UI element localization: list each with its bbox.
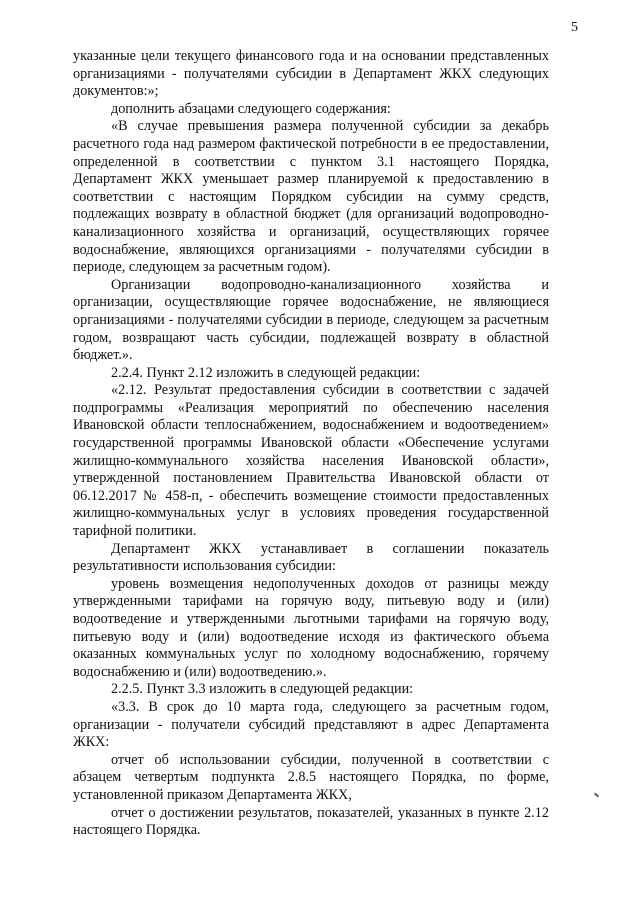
paragraph-item-2-2-5: 2.2.5. Пункт 3.3 изложить в следующей редакции: bbox=[111, 681, 414, 698]
paragraph-performance-indicator: Департамент ЖКХ устанавливает в соглашении показатель результативности использования субсидии: bbox=[73, 540, 549, 575]
paragraph-intro-continuation: указанные цели текущего финансового года и на основании представленных организациями - получателями субсидии в Департамент ЖКХ следующих документов:»; bbox=[73, 48, 549, 100]
paragraph-clause-2-12: «2.12. Результат предоставления субсидии в соответствии с задачей подпрограммы «Реализация мероприятий по обеспечению населения Ивановской области теплоснабжением, водоснабжением и водоотведением» государственной программы Ивановской области «Обеспечение услугами жилищно-коммунального хозяйства населения Ивановской области», утвержденной постановлением Правительства Ивановской области от 06.12.2017 № 458-п, - обеспечить возмещение стоимости предоставленных жилищно-коммунальных услуг в условиях проведения государственной тарифной политики. bbox=[73, 382, 549, 540]
paragraph-results-report: отчет о достижении результатов, показателей, указанных в пункте 2.12 настоящего Порядка. bbox=[73, 804, 549, 839]
paragraph-return-subsidy: Организации водопроводно-канализационного хозяйства и организации, осуществляющие горячее водоснабжение, не являющиеся организациями - получателями субсидии в периоде, следующем за расчетным годом, возвращают часть субсидии, подлежащей возврату в областной бюджет.». bbox=[73, 276, 549, 364]
paragraph-subsidy-excess: «В случае превышения размера полученной субсидии за декабрь расчетного года над размером фактической потребности в ее предоставлении, определенной в соответствии с пунктом 3.1 настоящего Порядка, Департамент ЖКХ уменьшает размер планируемой к предоставлению в соответствии с настоящим Порядком субсидии на сумму средств, подлежащих возврату в областной бюджет (для организаций водопроводно-канализационного хозяйства и организаций, осуществляющих горячее водоснабжение, являющихся организациями - получателями субсидии в периоде, следующем за расчетным годом). bbox=[73, 118, 549, 276]
document-body bbox=[73, 48, 549, 840]
page-number: 5 bbox=[571, 20, 578, 35]
paragraph-clause-3-3: «3.3. В срок до 10 марта года, следующего за расчетным годом, организации - получатели субсидий представляют в адрес Департамента ЖКХ: bbox=[73, 698, 549, 751]
paragraph-item-2-2-4: 2.2.4. Пункт 2.12 изложить в следующей редакции: bbox=[111, 364, 421, 381]
scan-mark bbox=[594, 793, 599, 798]
paragraph-usage-report: отчет об использовании субсидии, полученной в соответствии с абзацем четвертым подпункта 2.8.5 настоящего Порядка, по форме, установленной приказом Департамента ЖКХ, bbox=[73, 751, 549, 803]
paragraph-compensation-level: уровень возмещения недополученных доходов от разницы между утвержденными тарифами на горячую воду, питьевую воду и (или) водоотведение и утвержденными льготными тарифами на горячую воду, питьевую воду и (или) водоотведение исходя из фактического объема оказанных коммунальных услуг по холодному водоснабжению, горячему водоснабжению и (или) водоотведению.». bbox=[73, 575, 549, 680]
paragraph-amend-instruction: дополнить абзацами следующего содержания: bbox=[111, 100, 391, 117]
